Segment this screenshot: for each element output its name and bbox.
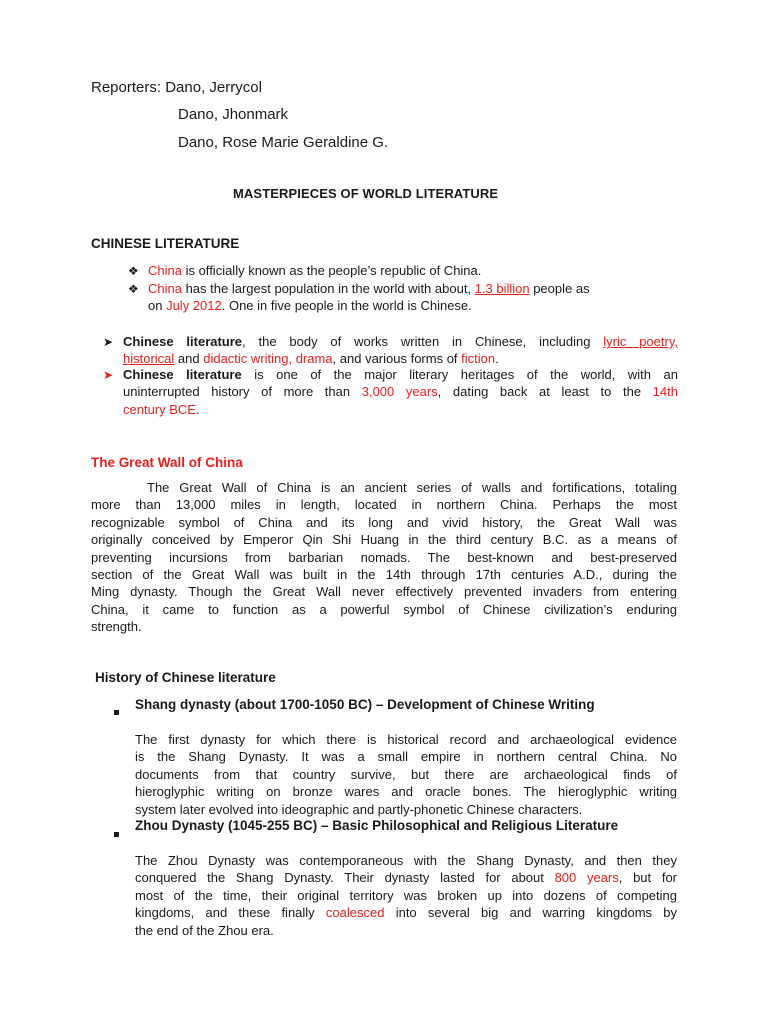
reporter-name: Dano, Rose Marie Geraldine G.: [178, 134, 389, 151]
reporter-name: Dano, Jhonmark: [178, 106, 289, 123]
hyperlink[interactable]: 1.3 billion: [474, 281, 530, 296]
square-bullet-icon: [114, 702, 119, 720]
paragraph-line: hieroglyphic writing on bronze wares and oracle bones. The hieroglyphic writing: [135, 784, 677, 800]
paragraph-line: system later evolved into ideographic and partly-phonetic Chinese characters.: [135, 801, 583, 817]
highlight-text: fiction: [461, 351, 496, 367]
bold-text: Chinese literature: [123, 334, 243, 349]
body-text: on: [148, 298, 167, 313]
reporters-label: Reporters:: [91, 79, 162, 96]
body-text: people as: [529, 281, 590, 296]
highlight-text: China: [148, 281, 182, 296]
paragraph-line: The first dynasty for which there is historical record and archaeological evidence: [135, 732, 677, 747]
paragraph-line: more than 13,000 miles in length, located in northern China. Perhaps the most: [91, 497, 677, 513]
paragraph-line: [135, 869, 677, 886]
hyperlink[interactable]: historical: [123, 351, 175, 367]
paragraph-line: most of the time, their original territory was broken up into dozens of competing: [135, 887, 677, 903]
body-text: and: [174, 351, 204, 367]
body-text: .: [195, 401, 200, 417]
paragraph-line: section of the Great Wall was built in the 14th through 17th centuries A.D., during the: [91, 566, 677, 582]
highlight-text: 14th: [652, 384, 678, 400]
section-heading-history: History of Chinese literature: [95, 670, 276, 685]
list-item: [128, 280, 139, 299]
diamond-bullet-icon: ❖: [128, 282, 139, 296]
highlight-text: coalesced: [325, 905, 385, 921]
highlight-text: didactic writing, drama: [203, 351, 333, 367]
paragraph-line: The Zhou Dynasty was contemporaneous with the Shang Dynasty, and then they: [135, 853, 677, 868]
arrow-bullet-icon: ➤: [103, 335, 114, 349]
list-item-text: [123, 366, 678, 418]
paragraph-line: the end of the Zhou era.: [135, 922, 274, 938]
body-text: kingdoms, and these finally: [135, 905, 326, 921]
body-text: . One in five people in the world is Chinese.: [221, 298, 472, 313]
paragraph-line: recognizable symbol of China and its long and vivid history, the Great Wall was: [91, 514, 677, 530]
paragraph-line: Ming dynasty. Though the Great Wall never effectively prevented invaders from entering: [91, 584, 677, 600]
list-item-text: [148, 262, 481, 280]
subheading-zhou-dynasty: Zhou Dynasty (1045-255 BC) – Basic Philosophical and Religious Literature: [135, 818, 619, 833]
hyperlink[interactable]: lyric poetry,: [603, 334, 678, 349]
body-text: conquered the Shang Dynasty. Their dynasty lasted for about: [135, 870, 555, 886]
highlight-text: century BCE: [123, 401, 196, 417]
body-text: is officially known as the people’s republic of China.: [181, 263, 482, 278]
paragraph-line: strength.: [91, 619, 142, 635]
highlight-text: 3,000 years: [361, 384, 438, 400]
highlight-text: July 2012: [166, 298, 222, 313]
reporters-line-1: [91, 79, 262, 96]
paragraph-line: China, it came to function as a powerful symbol of Chinese civilization’s enduring: [91, 601, 677, 617]
highlight-text: 800 years: [554, 870, 619, 886]
diamond-bullet-icon: ❖: [128, 264, 139, 278]
body-text: , the body of works written in Chinese, including: [242, 334, 604, 349]
arrow-bullet-icon: ➤: [103, 368, 114, 382]
subheading-shang-dynasty: Shang dynasty (about 1700-1050 BC) – Development of Chinese Writing: [135, 697, 595, 712]
body-text: is one of the major literary heritages of the world, with an: [241, 367, 678, 382]
shang-paragraph: [135, 731, 677, 818]
body-text: into several big and warring kingdoms by: [384, 905, 677, 921]
section-heading-great-wall: The Great Wall of China: [91, 455, 243, 470]
paragraph-line: The Great Wall of China is an ancient series of walls and fortifications, totaling: [147, 480, 677, 495]
reporter-name: Dano, Jerrycol: [165, 79, 262, 96]
square-bullet-icon: [114, 824, 119, 842]
paragraph-line: [135, 904, 677, 921]
list-item-text: [123, 333, 678, 368]
list-item: [128, 262, 139, 281]
body-text: , and various forms of: [332, 351, 462, 367]
body-text: has the largest population in the world with about,: [181, 281, 475, 296]
bold-text: Chinese literature: [123, 367, 242, 382]
list-item-text: [148, 297, 472, 315]
paragraph-line: preventing incursions from barbarian nomads. The best-known and best-preserved: [91, 549, 677, 565]
list-item-text: [148, 280, 590, 298]
paragraph-line: documents from that country survive, but there are archaeological finds of: [135, 766, 677, 782]
highlight-text: China: [148, 263, 182, 278]
page-title: MASTERPIECES OF WORLD LITERATURE: [233, 186, 499, 201]
paragraph-line: originally conceived by Emperor Qin Shi Huang in the third century B.C. as a means of: [91, 532, 677, 548]
great-wall-paragraph: [91, 479, 677, 636]
body-text: .: [495, 351, 499, 367]
body-text: , dating back at least to the: [437, 384, 653, 400]
zhou-paragraph: [135, 852, 677, 939]
body-text: uninterrupted history of more than: [123, 384, 362, 400]
section-heading-chinese-literature: CHINESE LITERATURE: [91, 236, 240, 251]
body-text: , but for: [618, 870, 678, 886]
paragraph-line: is the Shang Dynasty. It was a small empire in northern central China. No: [135, 749, 677, 765]
